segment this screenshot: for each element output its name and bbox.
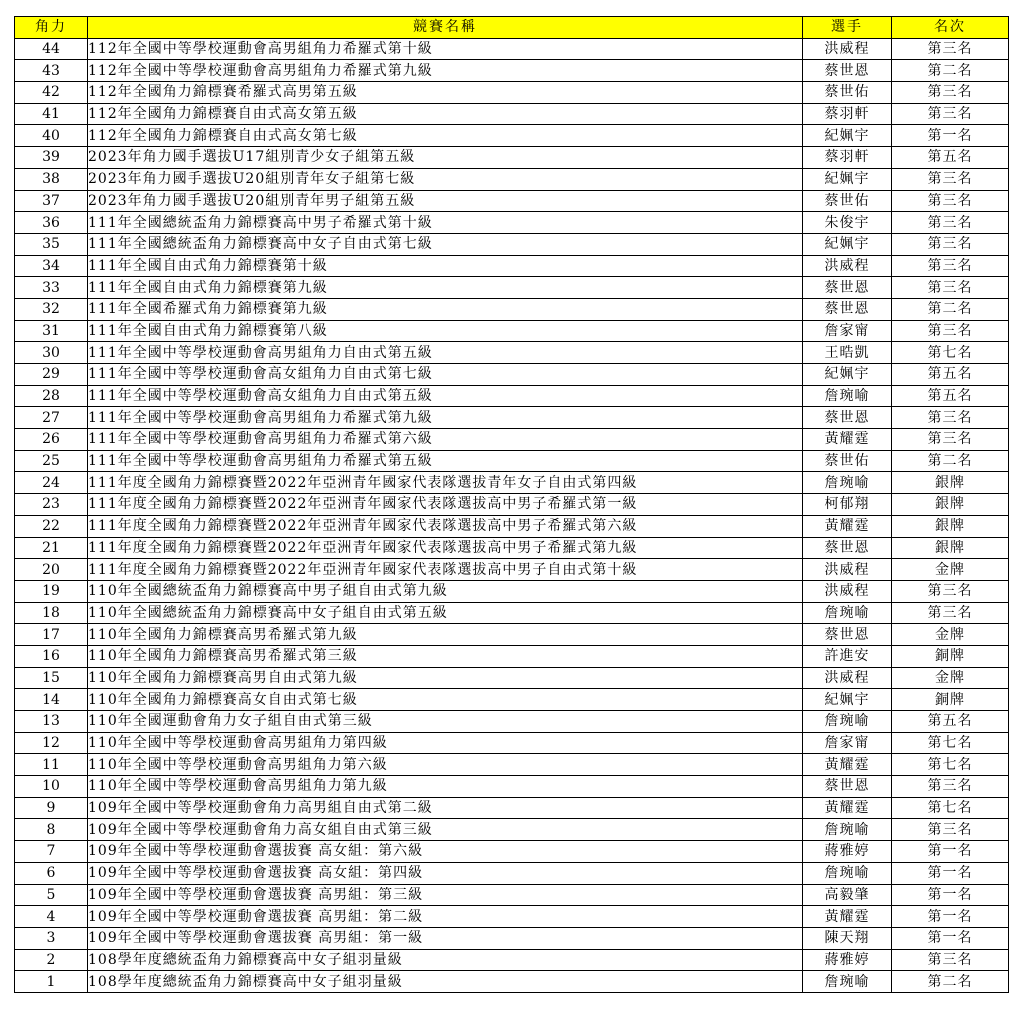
player-name: 洪威程 — [803, 38, 892, 60]
header-no: 角力 — [15, 17, 88, 39]
competition-name: 111年全國中等學校運動會高男組角力希羅式第五級 — [88, 450, 803, 472]
player-name: 蔡世恩 — [803, 407, 892, 429]
table-row — [15, 429, 1009, 451]
table-row — [15, 949, 1009, 971]
header-rank: 名次 — [892, 17, 1009, 39]
player-name: 洪威程 — [803, 255, 892, 277]
player-name: 蔡世佑 — [803, 190, 892, 212]
row-number: 21 — [15, 537, 88, 559]
competition-name: 111年全國總統盃角力錦標賽高中女子自由式第七級 — [88, 233, 803, 255]
table-row — [15, 82, 1009, 104]
row-number: 25 — [15, 450, 88, 472]
competition-name: 110年全國總統盃角力錦標賽高中男子組自由式第九級 — [88, 580, 803, 602]
rank-result: 第三名 — [892, 190, 1009, 212]
table-row — [15, 971, 1009, 993]
table-row — [15, 559, 1009, 581]
row-number: 14 — [15, 689, 88, 711]
row-number: 20 — [15, 559, 88, 581]
player-name: 王晧凱 — [803, 342, 892, 364]
table-body — [15, 38, 1009, 992]
player-name: 紀姵宇 — [803, 168, 892, 190]
row-number: 17 — [15, 624, 88, 646]
rank-result: 第一名 — [892, 884, 1009, 906]
row-number: 39 — [15, 147, 88, 169]
competition-name: 110年全國中等學校運動會高男組角力第六級 — [88, 754, 803, 776]
table-row — [15, 667, 1009, 689]
table-row — [15, 624, 1009, 646]
row-number: 30 — [15, 342, 88, 364]
player-name: 黃耀霆 — [803, 754, 892, 776]
player-name: 蔡世恩 — [803, 624, 892, 646]
rank-result: 第五名 — [892, 364, 1009, 386]
rank-result: 銀牌 — [892, 494, 1009, 516]
player-name: 紀姵宇 — [803, 233, 892, 255]
competition-name: 110年全國中等學校運動會高男組角力第九級 — [88, 776, 803, 798]
row-number: 38 — [15, 168, 88, 190]
competition-name: 112年全國角力錦標賽希羅式高男第五級 — [88, 82, 803, 104]
row-number: 23 — [15, 494, 88, 516]
rank-result: 第三名 — [892, 255, 1009, 277]
rank-result: 第三名 — [892, 776, 1009, 798]
table-row — [15, 537, 1009, 559]
competition-name: 2023年角力國手選拔U17組別青少女子組第五級 — [88, 147, 803, 169]
competition-name: 108學年度總統盃角力錦標賽高中女子組羽量級 — [88, 949, 803, 971]
row-number: 15 — [15, 667, 88, 689]
table-row — [15, 277, 1009, 299]
row-number: 44 — [15, 38, 88, 60]
competition-name: 109年全國中等學校運動會選拔賽 高男組：第二級 — [88, 906, 803, 928]
row-number: 24 — [15, 472, 88, 494]
competition-name: 111年全國中等學校運動會高男組角力希羅式第九級 — [88, 407, 803, 429]
table-row — [15, 711, 1009, 733]
player-name: 蔡世恩 — [803, 298, 892, 320]
table-row — [15, 320, 1009, 342]
competition-name: 112年全國中等學校運動會高男組角力希羅式第九級 — [88, 60, 803, 82]
table-row — [15, 580, 1009, 602]
table-row — [15, 841, 1009, 863]
player-name: 詹琬喻 — [803, 385, 892, 407]
table-row — [15, 645, 1009, 667]
rank-result: 第三名 — [892, 949, 1009, 971]
table-row — [15, 298, 1009, 320]
row-number: 12 — [15, 732, 88, 754]
rank-result: 第五名 — [892, 385, 1009, 407]
rank-result: 第三名 — [892, 233, 1009, 255]
rank-result: 第三名 — [892, 103, 1009, 125]
table-row — [15, 168, 1009, 190]
table-row — [15, 364, 1009, 386]
player-name: 黃耀霆 — [803, 429, 892, 451]
rank-result: 第三名 — [892, 602, 1009, 624]
row-number: 43 — [15, 60, 88, 82]
row-number: 8 — [15, 819, 88, 841]
rank-result: 第五名 — [892, 147, 1009, 169]
player-name: 蔡世佑 — [803, 82, 892, 104]
row-number: 3 — [15, 927, 88, 949]
competition-name: 109年全國中等學校運動會選拔賽 高男組：第三級 — [88, 884, 803, 906]
row-number: 5 — [15, 884, 88, 906]
rank-result: 金牌 — [892, 624, 1009, 646]
player-name: 許進安 — [803, 645, 892, 667]
table-row — [15, 255, 1009, 277]
table-row — [15, 233, 1009, 255]
competition-name: 112年全國角力錦標賽自由式高女第五級 — [88, 103, 803, 125]
row-number: 10 — [15, 776, 88, 798]
row-number: 11 — [15, 754, 88, 776]
competition-name: 2023年角力國手選拔U20組別青年男子組第五級 — [88, 190, 803, 212]
row-number: 18 — [15, 602, 88, 624]
row-number: 2 — [15, 949, 88, 971]
competition-name: 110年全國角力錦標賽高女自由式第七級 — [88, 689, 803, 711]
row-number: 27 — [15, 407, 88, 429]
table-row — [15, 450, 1009, 472]
player-name: 洪威程 — [803, 580, 892, 602]
rank-result: 第三名 — [892, 168, 1009, 190]
player-name: 詹琬喻 — [803, 602, 892, 624]
results-table — [14, 16, 1009, 993]
header-player: 選手 — [803, 17, 892, 39]
player-name: 詹家甯 — [803, 320, 892, 342]
competition-name: 111年全國自由式角力錦標賽第八級 — [88, 320, 803, 342]
table-row — [15, 103, 1009, 125]
table-row — [15, 342, 1009, 364]
competition-name: 110年全國角力錦標賽高男自由式第九級 — [88, 667, 803, 689]
row-number: 1 — [15, 971, 88, 993]
player-name: 蔡世恩 — [803, 776, 892, 798]
table-row — [15, 515, 1009, 537]
rank-result: 第七名 — [892, 732, 1009, 754]
header-row — [15, 17, 1009, 39]
player-name: 柯郁翔 — [803, 494, 892, 516]
row-number: 34 — [15, 255, 88, 277]
table-row — [15, 494, 1009, 516]
row-number: 31 — [15, 320, 88, 342]
table-row — [15, 212, 1009, 234]
competition-name: 111年全國中等學校運動會高女組角力自由式第五級 — [88, 385, 803, 407]
rank-result: 銀牌 — [892, 537, 1009, 559]
rank-result: 第二名 — [892, 971, 1009, 993]
rank-result: 第二名 — [892, 298, 1009, 320]
rank-result: 銀牌 — [892, 515, 1009, 537]
table-row — [15, 602, 1009, 624]
competition-name: 110年全國角力錦標賽高男希羅式第三級 — [88, 645, 803, 667]
table-row — [15, 754, 1009, 776]
row-number: 33 — [15, 277, 88, 299]
row-number: 42 — [15, 82, 88, 104]
competition-name: 110年全國運動會角力女子組自由式第三級 — [88, 711, 803, 733]
row-number: 41 — [15, 103, 88, 125]
rank-result: 第三名 — [892, 580, 1009, 602]
competition-name: 111年全國中等學校運動會高女組角力自由式第七級 — [88, 364, 803, 386]
player-name: 洪威程 — [803, 559, 892, 581]
table-row — [15, 60, 1009, 82]
competition-name: 111年度全國角力錦標賽暨2022年亞洲青年國家代表隊選拔高中男子希羅式第一級 — [88, 494, 803, 516]
competition-name: 111年度全國角力錦標賽暨2022年亞洲青年國家代表隊選拔青年女子自由式第四級 — [88, 472, 803, 494]
player-name: 詹琬喻 — [803, 472, 892, 494]
competition-name: 109年全國中等學校運動會角力高男組自由式第二級 — [88, 797, 803, 819]
table-row — [15, 689, 1009, 711]
rank-result: 第二名 — [892, 60, 1009, 82]
competition-name: 112年全國角力錦標賽自由式高女第七級 — [88, 125, 803, 147]
row-number: 29 — [15, 364, 88, 386]
row-number: 22 — [15, 515, 88, 537]
table-row — [15, 862, 1009, 884]
player-name: 紀姵宇 — [803, 689, 892, 711]
competition-name: 112年全國中等學校運動會高男組角力希羅式第十級 — [88, 38, 803, 60]
rank-result: 第三名 — [892, 212, 1009, 234]
row-number: 35 — [15, 233, 88, 255]
player-name: 洪威程 — [803, 667, 892, 689]
row-number: 37 — [15, 190, 88, 212]
competition-name: 108學年度總統盃角力錦標賽高中女子組羽量級 — [88, 971, 803, 993]
player-name: 詹琬喻 — [803, 711, 892, 733]
rank-result: 第七名 — [892, 342, 1009, 364]
row-number: 19 — [15, 580, 88, 602]
row-number: 32 — [15, 298, 88, 320]
player-name: 蔣雅婷 — [803, 949, 892, 971]
table-row — [15, 407, 1009, 429]
competition-name: 111年全國中等學校運動會高男組角力希羅式第六級 — [88, 429, 803, 451]
table-row — [15, 472, 1009, 494]
table-row — [15, 125, 1009, 147]
table-row — [15, 884, 1009, 906]
rank-result: 第五名 — [892, 711, 1009, 733]
header-competition: 競賽名稱 — [88, 17, 803, 39]
table-row — [15, 385, 1009, 407]
rank-result: 銅牌 — [892, 645, 1009, 667]
competition-name: 109年全國中等學校運動會選拔賽 高女組：第四級 — [88, 862, 803, 884]
row-number: 36 — [15, 212, 88, 234]
table-row — [15, 906, 1009, 928]
rank-result: 銀牌 — [892, 472, 1009, 494]
row-number: 9 — [15, 797, 88, 819]
competition-name: 110年全國中等學校運動會高男組角力第四級 — [88, 732, 803, 754]
competition-name: 111年度全國角力錦標賽暨2022年亞洲青年國家代表隊選拔高中男子希羅式第六級 — [88, 515, 803, 537]
player-name: 陳天翔 — [803, 927, 892, 949]
table-row — [15, 732, 1009, 754]
player-name: 詹琬喻 — [803, 862, 892, 884]
table-row — [15, 147, 1009, 169]
rank-result: 金牌 — [892, 559, 1009, 581]
rank-result: 第三名 — [892, 320, 1009, 342]
rank-result: 第一名 — [892, 906, 1009, 928]
competition-name: 111年全國自由式角力錦標賽第十級 — [88, 255, 803, 277]
table-row — [15, 927, 1009, 949]
row-number: 7 — [15, 841, 88, 863]
rank-result: 第三名 — [892, 407, 1009, 429]
rank-result: 第一名 — [892, 841, 1009, 863]
player-name: 蔡世佑 — [803, 450, 892, 472]
row-number: 28 — [15, 385, 88, 407]
row-number: 40 — [15, 125, 88, 147]
player-name: 蔣雅婷 — [803, 841, 892, 863]
competition-name: 111年全國總統盃角力錦標賽高中男子希羅式第十級 — [88, 212, 803, 234]
player-name: 蔡羽軒 — [803, 147, 892, 169]
row-number: 26 — [15, 429, 88, 451]
table-row — [15, 38, 1009, 60]
competition-name: 109年全國中等學校運動會選拔賽 高男組：第一級 — [88, 927, 803, 949]
player-name: 蔡世恩 — [803, 277, 892, 299]
player-name: 黃耀霆 — [803, 906, 892, 928]
competition-name: 110年全國角力錦標賽高男希羅式第九級 — [88, 624, 803, 646]
rank-result: 金牌 — [892, 667, 1009, 689]
rank-result: 第二名 — [892, 450, 1009, 472]
row-number: 16 — [15, 645, 88, 667]
player-name: 蔡世恩 — [803, 537, 892, 559]
player-name: 詹家甯 — [803, 732, 892, 754]
row-number: 6 — [15, 862, 88, 884]
rank-result: 第三名 — [892, 819, 1009, 841]
row-number: 4 — [15, 906, 88, 928]
player-name: 紀姵宇 — [803, 364, 892, 386]
table-row — [15, 819, 1009, 841]
rank-result: 第三名 — [892, 38, 1009, 60]
player-name: 黃耀霆 — [803, 797, 892, 819]
rank-result: 第一名 — [892, 927, 1009, 949]
player-name: 朱俊宇 — [803, 212, 892, 234]
competition-name: 111年全國希羅式角力錦標賽第九級 — [88, 298, 803, 320]
competition-name: 109年全國中等學校運動會角力高女組自由式第三級 — [88, 819, 803, 841]
competition-name: 111年度全國角力錦標賽暨2022年亞洲青年國家代表隊選拔高中男子希羅式第九級 — [88, 537, 803, 559]
rank-result: 第三名 — [892, 277, 1009, 299]
table-row — [15, 776, 1009, 798]
player-name: 黃耀霆 — [803, 515, 892, 537]
player-name: 蔡世恩 — [803, 60, 892, 82]
player-name: 蔡羽軒 — [803, 103, 892, 125]
rank-result: 第一名 — [892, 125, 1009, 147]
competition-name: 2023年角力國手選拔U20組別青年女子組第七級 — [88, 168, 803, 190]
rank-result: 第七名 — [892, 797, 1009, 819]
competition-name: 110年全國總統盃角力錦標賽高中女子組自由式第五級 — [88, 602, 803, 624]
rank-result: 第三名 — [892, 82, 1009, 104]
competition-name: 111年全國自由式角力錦標賽第九級 — [88, 277, 803, 299]
competition-name: 111年全國中等學校運動會高男組角力自由式第五級 — [88, 342, 803, 364]
rank-result: 第七名 — [892, 754, 1009, 776]
table-row — [15, 797, 1009, 819]
player-name: 詹琬喻 — [803, 819, 892, 841]
competition-name: 109年全國中等學校運動會選拔賽 高女組：第六級 — [88, 841, 803, 863]
row-number: 13 — [15, 711, 88, 733]
rank-result: 第一名 — [892, 862, 1009, 884]
rank-result: 第三名 — [892, 429, 1009, 451]
player-name: 詹琬喻 — [803, 971, 892, 993]
player-name: 高毅肇 — [803, 884, 892, 906]
competition-name: 111年度全國角力錦標賽暨2022年亞洲青年國家代表隊選拔高中男子自由式第十級 — [88, 559, 803, 581]
table-row — [15, 190, 1009, 212]
rank-result: 銅牌 — [892, 689, 1009, 711]
player-name: 紀姵宇 — [803, 125, 892, 147]
